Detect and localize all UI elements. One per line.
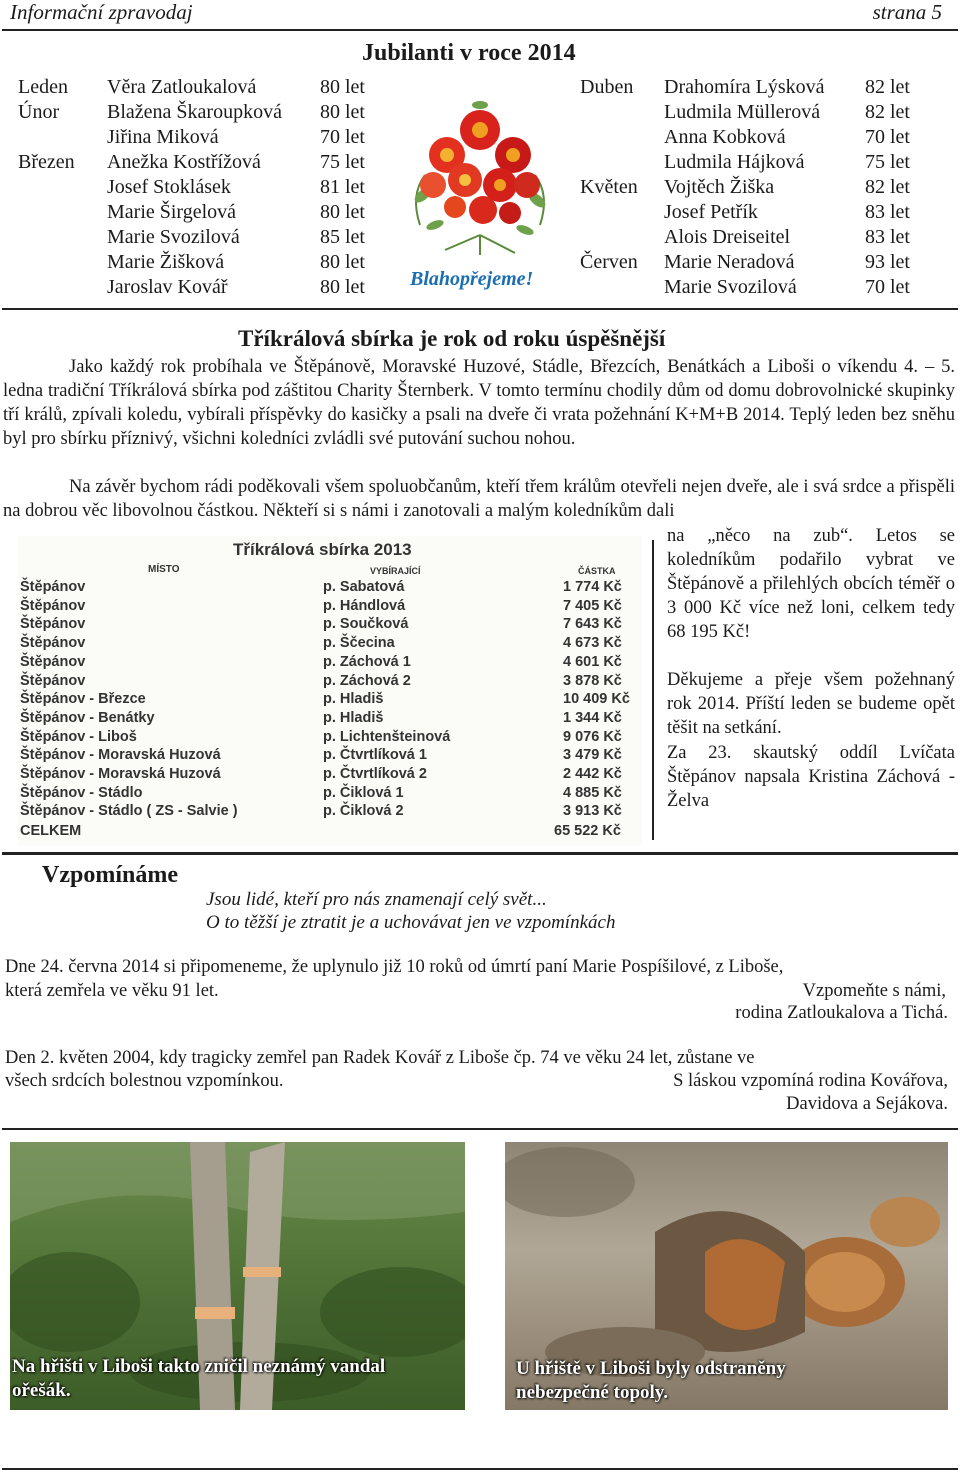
- left-photo-caption-1: Na hřišti v Liboši takto zničil neznámý vandal: [12, 1356, 386, 1377]
- table-cell-amount: 1 774 Kč: [563, 579, 622, 595]
- column-divider: [652, 540, 654, 840]
- jubilant-month: Březen: [18, 151, 75, 173]
- table-cell-collector: p. Lichtenšteinová: [323, 728, 451, 745]
- jubilant-age: 80 let: [320, 101, 365, 123]
- jubilant-month: Leden: [18, 76, 68, 98]
- jubilanti-title: Jubilanti v roce 2014: [362, 40, 576, 66]
- jubilant-name: Anna Kobková: [664, 126, 786, 148]
- jubilant-age: 75 let: [320, 151, 365, 173]
- vandalized-walnut-tree-photo: [10, 1142, 465, 1410]
- jubilant-age: 70 let: [865, 126, 910, 148]
- table-cell-place: Štěpánov: [20, 653, 86, 670]
- table-cell-collector: p. Ščecina: [323, 635, 395, 652]
- table-cell-place: Štěpánov - Stádlo: [20, 784, 143, 801]
- table-row: [18, 598, 642, 617]
- table-row: [18, 616, 642, 635]
- vzpominame-quote-2: O to těžší je ztratit je a uchovávat jen ve vzpomínkách: [206, 912, 616, 933]
- sbirka-2013-table: [18, 536, 642, 846]
- table-row: [18, 803, 642, 822]
- right-photo-caption-1: U hřiště v Liboši byly odstraněny: [516, 1358, 786, 1379]
- table-row: [18, 710, 642, 729]
- flower-bouquet-image: [405, 85, 555, 255]
- table-cell-collector: p. Čtvrtlíková 2: [323, 766, 427, 782]
- table-row: [18, 785, 642, 804]
- table-cell-collector: p. Čiklová 1: [323, 784, 404, 801]
- table-cell-amount: 4 885 Kč: [563, 784, 622, 801]
- table-cell-amount: 10 409 Kč: [563, 691, 630, 708]
- jubilant-age: 80 let: [320, 251, 365, 273]
- jubilant-month: Květen: [580, 176, 638, 198]
- table-row: [18, 766, 642, 785]
- table-header-collector: VYBÍRAJÍCÍ: [370, 566, 421, 576]
- table-cell-place: Štěpánov: [20, 635, 86, 652]
- jubilant-name: Marie Svozilová: [107, 226, 240, 248]
- vzpominame-title: Vzpomínáme: [42, 862, 178, 888]
- table-total-row: [18, 823, 642, 842]
- right-photo-caption-2: nebezpečné topoly.: [516, 1382, 668, 1403]
- table-cell-amount: 1 344 Kč: [563, 709, 622, 726]
- table-cell-collector: p. Čiklová 2: [323, 803, 404, 820]
- jubilant-age: 83 let: [865, 201, 910, 223]
- memorial-notice-1-sign-1: Vzpomeňte s námi,: [802, 981, 946, 1001]
- sbirka-paragraph-1: Jako každý rok probíhala ve Štěpánově, Moravské Huzové, Stádle, Březcích, Benátkách a Liboši o víkendu 4. – 5. ledna tradiční Tříkrálová sbírka pod záštitou Charity Šternberk. V tomto termínu chodily dům od domu dobrovolnické skupinky tří králů, zpívali koledu, vybírali příspěvky do kasičky a psali na dveře či vrata požehnání K+M+B 2014. Teplý leden bez sněhu byl pro sbírku příznivý, všichni koledníci zvládli své putování suchou nohou.: [3, 357, 955, 449]
- jubilant-name: Jaroslav Kovář: [107, 276, 228, 298]
- jubilant-age: 83 let: [865, 226, 910, 248]
- jubilant-name: Marie Neradová: [664, 251, 795, 273]
- jubilant-name: Marie Svozilová: [664, 276, 797, 298]
- memorial-notice-1-line-2: která zemřela ve věku 91 let.: [5, 981, 219, 1001]
- memorial-notice-1-line-1: Dne 24. června 2014 si připomeneme, že uplynulo již 10 roků od úmrtí paní Marie Pospíšilové, z Liboše,: [5, 957, 784, 977]
- jubilant-name: Anežka Kostřížová: [107, 151, 261, 173]
- table-cell-amount: 4 601 Kč: [563, 653, 622, 670]
- memorial-notice-2-sign-1: S láskou vzpomíná rodina Kovářova,: [673, 1071, 948, 1091]
- jubilant-age: 82 let: [865, 176, 910, 198]
- table-header-place: MÍSTO: [148, 564, 180, 575]
- table-row: [18, 635, 642, 654]
- table-cell-amount: 3 479 Kč: [563, 747, 622, 764]
- memorial-notice-1-sign-2: rodina Zatloukalova a Tichá.: [735, 1003, 948, 1023]
- table-title: Tříkrálová sbírka 2013: [233, 540, 412, 559]
- jubilant-age: 70 let: [320, 126, 365, 148]
- sbirka-paragraph-3: Děkujeme a přeje všem požehnaný rok 2014. Příští leden se budeme opět těšit na setkání.: [667, 670, 955, 738]
- jubilant-age: 80 let: [320, 76, 365, 98]
- table-cell-place: Štěpánov: [20, 597, 86, 614]
- table-total-label: CELKEM: [20, 823, 82, 839]
- jubilant-name: Ludmila Hájková: [664, 151, 805, 173]
- table-header-amount: ČÁSTKA: [578, 566, 616, 576]
- table-cell-place: Štěpánov - Liboš: [20, 728, 137, 745]
- table-cell-collector: p. Hladiš: [323, 691, 384, 708]
- jubilant-age: 93 let: [865, 251, 910, 273]
- sbirka-signature: Za 23. skautský oddíl Lvíčata Štěpánov napsala Kristina Záchová - Želva: [667, 743, 955, 811]
- table-cell-place: Štěpánov - Moravská Huzová: [20, 766, 221, 782]
- table-cell-place: Štěpánov - Benátky: [20, 709, 155, 726]
- jubilant-age: 81 let: [320, 176, 365, 198]
- table-row: [18, 673, 642, 692]
- memorial-notice-2-line-1: Den 2. květen 2004, kdy tragicky zemřel pan Radek Kovář z Liboše čp. 74 ve věku 24 let, zůstane ve: [5, 1048, 755, 1068]
- table-cell-place: Štěpánov: [20, 579, 86, 595]
- memorial-notice-2-sign-2: Davidova a Sejákova.: [786, 1094, 948, 1114]
- table-cell-amount: 7 643 Kč: [563, 616, 622, 633]
- table-row: [18, 747, 642, 766]
- jubilant-age: 82 let: [865, 101, 910, 123]
- jubilant-name: Vojtěch Žiška: [664, 176, 775, 198]
- table-cell-place: Štěpánov: [20, 616, 86, 633]
- table-row: [18, 579, 642, 598]
- jubilant-month: Duben: [580, 76, 634, 98]
- header-rule: [2, 29, 958, 31]
- jubilant-age: 82 let: [865, 76, 910, 98]
- table-cell-amount: 4 673 Kč: [563, 635, 622, 652]
- table-cell-collector: p. Čtvrtlíková 1: [323, 747, 427, 764]
- table-cell-amount: 9 076 Kč: [563, 728, 622, 745]
- table-cell-amount: 3 878 Kč: [563, 672, 622, 689]
- sbirka-paragraph-2-continued: na „něco na zub“. Letos se koledníkům podařilo vybrat ve Štěpánově a přilehlých obcích téměř o 3 000 Kč více než loni, celkem tedy 68 195 Kč!: [667, 526, 955, 642]
- table-cell-collector: p. Součková: [323, 616, 409, 633]
- table-cell-collector: p. Záchová 1: [323, 653, 411, 670]
- table-cell-place: Štěpánov: [20, 672, 86, 689]
- table-cell-amount: 7 405 Kč: [563, 597, 622, 614]
- page-number: strana 5: [872, 0, 942, 24]
- jubilant-name: Ludmila Müllerová: [664, 101, 821, 123]
- table-cell-amount: 3 913 Kč: [563, 803, 622, 820]
- jubilant-name: Josef Petřík: [664, 201, 758, 223]
- removed-poplars-photo: [505, 1142, 948, 1410]
- table-cell-place: Štěpánov - Moravská Huzová: [20, 747, 221, 764]
- table-row: [18, 691, 642, 710]
- jubilant-age: 85 let: [320, 226, 365, 248]
- memorial-notice-2-line-2: všech srdcích bolestnou vzpomínkou.: [5, 1071, 284, 1091]
- section-rule: [2, 308, 958, 310]
- jubilant-month: Červen: [580, 251, 638, 273]
- jubilant-name: Marie Širgelová: [107, 201, 237, 223]
- jubilant-name: Alois Dreiseitel: [664, 226, 791, 248]
- jubilant-month: Únor: [18, 101, 60, 123]
- table-cell-collector: p. Hladiš: [323, 709, 384, 726]
- table-cell-amount: 2 442 Kč: [563, 766, 622, 782]
- table-total-value: 65 522 Kč: [554, 823, 621, 839]
- vzpominame-quote-1: Jsou lidé, kteří pro nás znamenají celý svět...: [206, 889, 547, 910]
- jubilant-age: 80 let: [320, 201, 365, 223]
- jubilant-name: Drahomíra Lýsková: [664, 76, 825, 98]
- footer-rule: [2, 1468, 958, 1470]
- left-photo-caption-2: ořešák.: [12, 1380, 71, 1401]
- section-rule-2: [2, 852, 958, 855]
- jubilant-age: 70 let: [865, 276, 910, 298]
- newsletter-title: Informační zpravodaj: [10, 0, 193, 24]
- jubilant-age: 80 let: [320, 276, 365, 298]
- jubilant-name: Věra Zatloukalová: [107, 76, 257, 98]
- sbirka-title: Tříkrálová sbírka je rok od roku úspěšnější: [238, 326, 666, 351]
- jubilant-name: Jiřina Miková: [107, 126, 219, 148]
- congratulations-text: Blahopřejeme!: [410, 268, 534, 290]
- table-cell-collector: p. Hándlová: [323, 597, 406, 614]
- table-row: [18, 654, 642, 673]
- table-row: [18, 729, 642, 748]
- jubilant-name: Marie Žišková: [107, 251, 225, 273]
- table-cell-collector: p. Záchová 2: [323, 672, 411, 689]
- table-cell-collector: p. Sabatová: [323, 579, 405, 595]
- jubilant-age: 75 let: [865, 151, 910, 173]
- table-cell-place: Štěpánov - Stádlo ( ZS - Salvie ): [20, 803, 238, 820]
- table-cell-place: Štěpánov - Březce: [20, 691, 146, 708]
- jubilant-name: Josef Stoklásek: [107, 176, 231, 198]
- jubilant-name: Blažena Škaroupková: [107, 101, 282, 123]
- sbirka-paragraph-2: Na závěr bychom rádi poděkovali všem spoluobčanům, kteří třem králům otevřeli nejen dveře, ale i svá srdce a přispěli na dobrou věc libovolnou částkou. Někteří si s námi i zanotovali a malým koledníkům dali: [3, 477, 955, 521]
- section-rule-3: [2, 1128, 958, 1130]
